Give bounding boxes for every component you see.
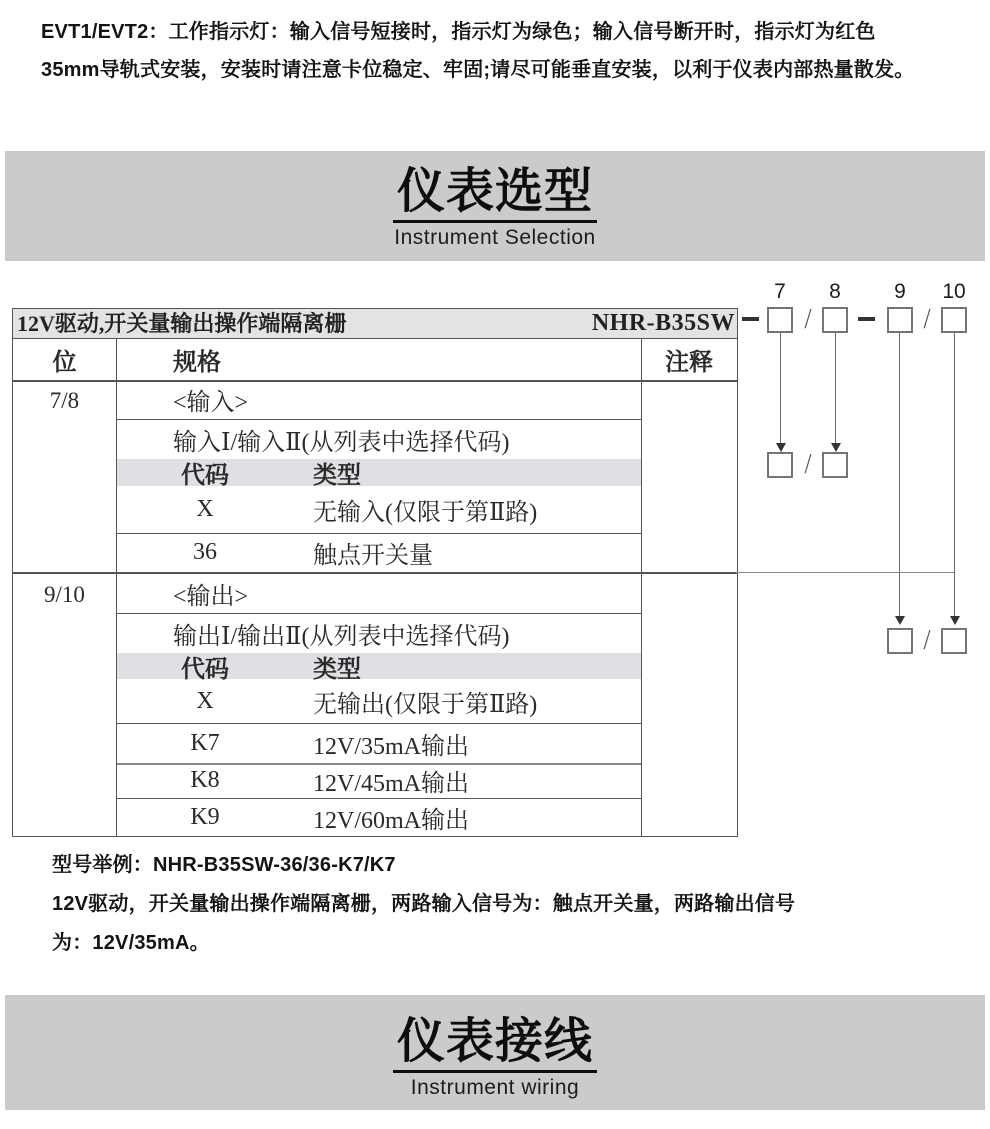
output-code-box-2 bbox=[941, 628, 967, 654]
hint-input: 输入Ⅰ/输入Ⅱ(从列表中选择代码) bbox=[173, 429, 510, 456]
table-row bbox=[116, 723, 641, 763]
row-code: 36 bbox=[193, 539, 217, 565]
wiring-banner-subtitle: Instrument wiring bbox=[410, 1075, 580, 1099]
slash-separator: / bbox=[923, 625, 931, 656]
digit-label-7: 7 bbox=[774, 280, 786, 303]
selection-table bbox=[12, 308, 738, 837]
input-code-box-1 bbox=[767, 452, 793, 478]
subheader-output bbox=[116, 653, 641, 683]
selection-banner bbox=[5, 151, 985, 261]
input-code-box-2 bbox=[822, 452, 848, 478]
wiring-banner bbox=[5, 995, 985, 1110]
position-7-8: 7/8 bbox=[49, 387, 80, 413]
model-example bbox=[52, 846, 952, 963]
row-type: 触点开关量 bbox=[313, 543, 433, 569]
example-description-2: 为：12V/35mA。 bbox=[52, 932, 210, 954]
hint-output: 输出Ⅰ/输出Ⅱ(从列表中选择代码) bbox=[173, 623, 510, 650]
arrow-down-icon bbox=[776, 443, 786, 452]
divider-extension-line bbox=[736, 572, 954, 573]
arrow-line bbox=[835, 333, 836, 443]
code-header: 代码 bbox=[181, 463, 229, 489]
type-header: 类型 bbox=[313, 463, 361, 489]
output-code-box-1 bbox=[887, 628, 913, 654]
arrow-line bbox=[780, 333, 781, 443]
arrow-down-icon bbox=[950, 616, 960, 625]
digit-label-8: 8 bbox=[829, 280, 841, 303]
digit-label-9: 9 bbox=[894, 280, 906, 303]
group-output: <输出> bbox=[173, 584, 249, 610]
code-box-digit-7 bbox=[767, 307, 793, 333]
slash-separator: / bbox=[923, 304, 931, 335]
note-evt-indicator: EVT1/EVT2：工作指示灯：输入信号短接时，指示灯为绿色；输入信号断开时，指示灯为红色 bbox=[41, 21, 876, 43]
header-position: 位 bbox=[52, 349, 77, 376]
table-row bbox=[116, 798, 641, 836]
example-model-number: 型号举例：NHR-B35SW-36/36-K7/K7 bbox=[52, 854, 396, 876]
arrow-line bbox=[899, 333, 900, 616]
row-code: K9 bbox=[190, 803, 220, 830]
subheader-input bbox=[116, 459, 641, 489]
row-code: X bbox=[196, 687, 214, 714]
row-type: 12V/60mA输出 bbox=[313, 807, 469, 834]
wiring-banner-title: 仪表接线 bbox=[393, 1015, 597, 1073]
arrow-line bbox=[954, 333, 955, 616]
example-description-1: 12V驱动，开关量输出操作端隔离栅，两路输入信号为：触点开关量，两路输出信号 bbox=[52, 893, 796, 915]
code-box-digit-8 bbox=[822, 307, 848, 333]
grid-line bbox=[641, 338, 642, 836]
table-row bbox=[116, 763, 641, 798]
digit-label-10: 10 bbox=[942, 280, 966, 303]
header-spec: 规格 bbox=[173, 349, 221, 376]
selection-banner-title: 仪表选型 bbox=[393, 165, 597, 223]
row-type: 12V/45mA输出 bbox=[313, 771, 469, 797]
arrow-down-icon bbox=[895, 616, 905, 625]
header-note: 注释 bbox=[665, 349, 713, 376]
dash-separator bbox=[858, 317, 875, 321]
selection-banner-subtitle: Instrument Selection bbox=[394, 225, 596, 249]
code-box-digit-9 bbox=[887, 307, 913, 333]
row-code: K7 bbox=[190, 729, 220, 756]
table-row bbox=[116, 486, 641, 533]
table-row bbox=[116, 679, 641, 723]
row-code: X bbox=[196, 496, 214, 522]
row-type: 无输入(仅限于第Ⅱ路) bbox=[313, 500, 538, 526]
slash-separator: / bbox=[804, 304, 812, 335]
code-header: 代码 bbox=[181, 656, 229, 683]
row-type: 无输出(仅限于第Ⅱ路) bbox=[313, 691, 538, 718]
table-row bbox=[116, 533, 641, 572]
type-header: 类型 bbox=[313, 656, 361, 683]
top-notes bbox=[41, 13, 961, 89]
row-type: 12V/35mA输出 bbox=[313, 733, 469, 760]
slash-separator: / bbox=[804, 449, 812, 480]
arrow-down-icon bbox=[831, 443, 841, 452]
code-box-digit-10 bbox=[941, 307, 967, 333]
product-description: 12V驱动,开关量输出操作端隔离栅 bbox=[17, 311, 347, 336]
group-input: <输入> bbox=[173, 390, 249, 416]
row-code: K8 bbox=[190, 767, 220, 793]
note-mounting: 35mm导轨式安装，安装时请注意卡位稳定、牢固;请尽可能垂直安装，以利于仪表内部热量散发。 bbox=[41, 59, 915, 81]
position-9-10: 9/10 bbox=[44, 582, 85, 607]
dash-separator bbox=[742, 317, 759, 321]
model-prefix: NHR-B35SW bbox=[591, 310, 735, 336]
